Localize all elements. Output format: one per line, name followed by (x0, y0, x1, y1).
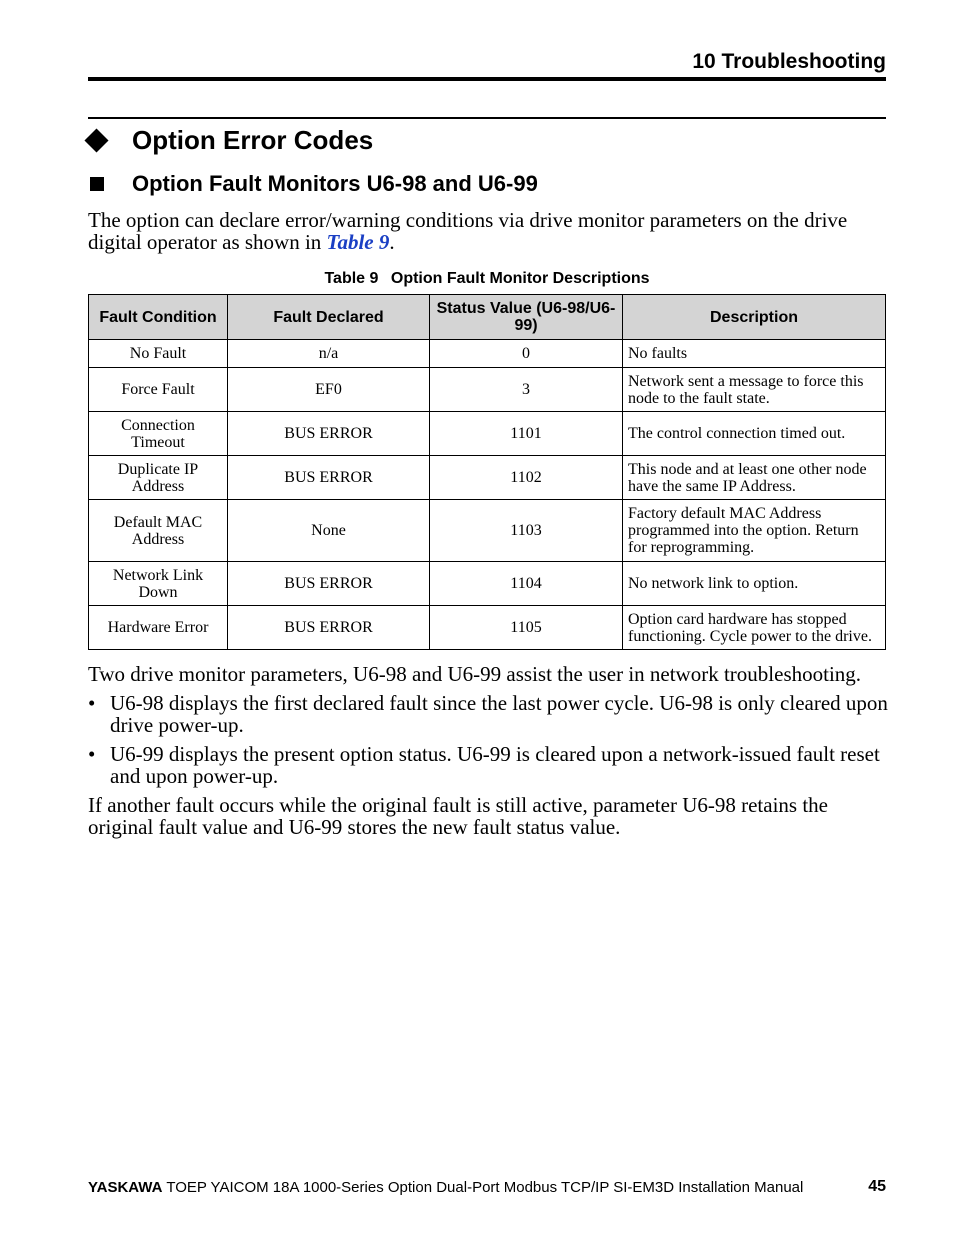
table-cell: BUS ERROR (228, 456, 430, 500)
footer-title: TOEP YAICOM 18A 1000-Series Option Dual-Port Modbus TCP/IP SI-EM3D Installation Manual (162, 1179, 804, 1196)
bullet-text: U6-98 displays the first declared fault since the last power cycle. U6-98 is only cleared upon drive power-up. (110, 691, 888, 737)
table-cell: No Fault (89, 340, 228, 368)
running-header: 10 Troubleshooting (692, 50, 886, 73)
square-bullet-icon (90, 177, 104, 191)
column-header: Fault Declared (228, 295, 430, 340)
body-paragraph: If another fault occurs while the original fault is still active, parameter U6-98 retains the original fault value and U6-99 stores the new fault status value. (88, 793, 828, 839)
table-cell: n/a (228, 340, 430, 368)
table-cell: None (228, 500, 430, 562)
heading-2: Option Fault Monitors U6-98 and U6-99 (132, 171, 538, 196)
table-header-row (89, 295, 886, 340)
table-cell: 1105 (430, 606, 623, 650)
page-footer (88, 1179, 886, 1196)
table-cell: Duplicate IP Address (89, 456, 228, 500)
table-cell: 1101 (430, 412, 623, 456)
column-header: Status Value (U6-98/U6-99) (430, 295, 623, 340)
table-cell: 1104 (430, 562, 623, 606)
table-cell: 1102 (430, 456, 623, 500)
table-cell: 3 (430, 368, 623, 412)
table-row (89, 340, 886, 368)
intro-text: The option can declare error/warning conditions via drive monitor parameters on the drive digital operator as shown in (88, 208, 848, 254)
heading-1: Option Error Codes (132, 125, 374, 155)
table-cell: BUS ERROR (228, 412, 430, 456)
bullet-dot-icon: • (88, 691, 96, 715)
intro-end: . (389, 230, 395, 254)
table-row (89, 456, 886, 500)
table-cell: Network sent a message to force this node to the fault state. (623, 368, 886, 412)
table-cell: 1103 (430, 500, 623, 562)
table-caption (88, 270, 886, 288)
table-row (89, 368, 886, 412)
table-caption-title: Option Fault Monitor Descriptions (390, 270, 650, 287)
table-cell: No network link to option. (623, 562, 886, 606)
fault-monitor-table (88, 294, 886, 650)
table-cell: Network Link Down (89, 562, 228, 606)
heading-1-row (84, 122, 374, 158)
column-header: Description (623, 295, 886, 340)
table-cell: EF0 (228, 368, 430, 412)
table-cell: This node and at least one other node have the same IP Address. (623, 456, 886, 500)
table-row (89, 562, 886, 606)
bullet-text: U6-99 displays the present option status. U6-99 is cleared upon a network-issued fault reset and upon power-up. (110, 742, 880, 788)
table-row (89, 606, 886, 650)
table-link[interactable]: Table 9 (326, 230, 390, 254)
table-cell: Connection Timeout (89, 412, 228, 456)
section-rule (88, 117, 886, 119)
footer-brand: YASKAWA (88, 1179, 163, 1196)
header-rule (88, 77, 886, 81)
table-row (89, 412, 886, 456)
table-cell: 0 (430, 340, 623, 368)
column-header: Fault Condition (89, 295, 228, 340)
table-caption-number: Table 9 (324, 270, 379, 287)
table-cell: BUS ERROR (228, 562, 430, 606)
table-cell: Option card hardware has stopped functioning. Cycle power to the drive. (623, 606, 886, 650)
body-paragraph: Two drive monitor parameters, U6-98 and U6-99 assist the user in network troubleshooting. (88, 662, 862, 686)
bullet-dot-icon: • (88, 742, 96, 766)
table-cell: No faults (623, 340, 886, 368)
diamond-bullet-icon (84, 128, 108, 152)
table-cell: Force Fault (89, 368, 228, 412)
table-row (89, 500, 886, 562)
intro-paragraph (88, 209, 888, 253)
table-cell: Hardware Error (89, 606, 228, 650)
table-cell: Default MAC Address (89, 500, 228, 562)
table-cell: BUS ERROR (228, 606, 430, 650)
page-number: 45 (868, 1178, 886, 1195)
table-cell: The control connection timed out. (623, 412, 886, 456)
table-cell: Factory default MAC Address programmed into the option. Return for reprogramming. (623, 500, 886, 562)
